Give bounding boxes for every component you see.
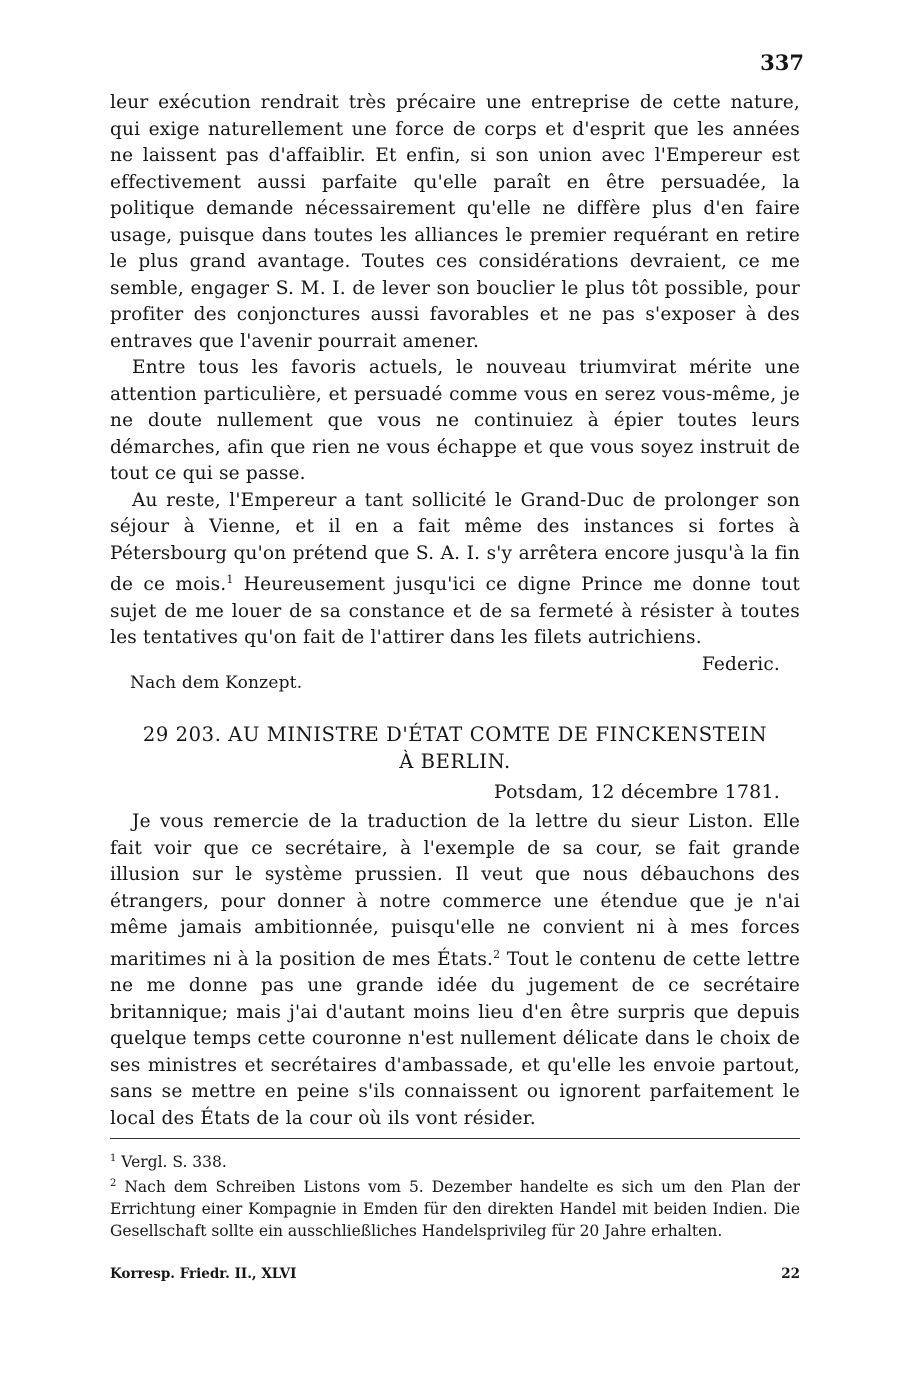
footnote-rule xyxy=(110,1138,800,1139)
footnote-mark-1: 1 xyxy=(110,1153,117,1164)
heading-line-2: À BERLIN. xyxy=(399,749,511,773)
signature: Federic. xyxy=(701,653,780,675)
main-text xyxy=(110,90,800,1132)
footnote-2 xyxy=(110,1173,800,1242)
paragraph-3 xyxy=(110,488,800,652)
footnote-ref-2: 2 xyxy=(493,947,501,961)
page-number: 337 xyxy=(760,50,804,75)
heading-line-1: 29 203. AU MINISTRE D'ÉTAT COMTE DE FINCKENSTEIN xyxy=(142,722,768,746)
paragraph-1: leur exécution rendrait très précaire une entreprise de cette nature, qui exige naturellement une force de corps et d'esprit que les années ne laissent pas d'affaiblir. Et enfin, si son union avec l'Empereur est effectivement aussi parfaite qu'elle paraît en être persuadée, la politique demande nécessairement qu'elle ne diffère plus d'en faire usage, puisque dans toutes les alliances le premier requérant en retire le plus grand avantage. Toutes ces considérations devraient, ce me semble, engager S. M. I. de lever son bouclier le plus tôt possible, pour profiter des conjonctures aussi favorables et ne pas s'exposer à des entraves que l'avenir pourrait amener. xyxy=(110,92,800,352)
footnote-text-2: Nach dem Schreiben Listons vom 5. Dezember handelte es sich um den Plan der Errichtung einer Kompagnie in Emden für den direkten Handel mit beiden Indien. Die Gesellschaft sollte ein ausschließliches Handelsprivileg für 20 Jahre erhalten. xyxy=(110,1178,800,1241)
letter-text-1: Je vous remercie de la traduction de la lettre du sieur Liston. Elle fait voir que ce secrétaire, à l'exemple de sa cour, se fait grande illusion sur le système prussien. Il veut que nous débauchons des étrangers, pour donner à notre commerce une étendue que je n'ai même jamais ambitionnée, puisqu'elle ne convient ni à mes forces maritimes ni à la position de mes États. xyxy=(110,811,800,970)
paragraph-3-text: Au reste, l'Empereur a tant sollicité le Grand-Duc de prolonger son séjour à Vienne, et il en a fait même des instances si fortes à Pétersbourg qu'on prétend que S. A. I. s'y arrêtera encore jusqu'à la fin de ce mois. xyxy=(110,489,800,596)
page-footer xyxy=(110,1266,800,1282)
place-date: Potsdam, 12 décembre 1781. xyxy=(493,780,780,803)
source-note: Nach dem Konzept. xyxy=(130,673,303,694)
footnote-1 xyxy=(110,1148,800,1173)
footnote-text-1: Vergl. S. 338. xyxy=(116,1153,227,1172)
footnotes xyxy=(110,1148,800,1242)
sheet-signature: 22 xyxy=(781,1266,800,1282)
paragraph-3-rest: Heureusement jusqu'ici ce digne Prince me donne tout sujet de me louer de sa constance et de sa fermeté à résister à toutes les tentatives qu'on fait de l'attirer dans les filets autrichiens. xyxy=(110,574,800,649)
paragraph-2: Entre tous les favoris actuels, le nouveau triumvirat mérite une attention particulière, et persuadé comme vous en serez vous-même, je ne doute nullement que vous ne continuiez à épier toutes leurs démarches, afin que rien ne vous échappe et que vous soyez instruit de tout ce qui se passe. xyxy=(110,357,800,484)
letter-paragraph xyxy=(110,809,800,1132)
footer-citation: Korresp. Friedr. II., XLVI xyxy=(110,1266,297,1282)
letter-heading xyxy=(110,721,800,775)
footnote-ref-1: 1 xyxy=(226,573,234,586)
footnote-mark-2: 2 xyxy=(110,1178,117,1190)
letter-text-2: Tout le contenu de cette lettre ne me donne pas une grande idée du jugement de ce secrétaire britannique; mais j'ai d'autant moins lieu d'en être surpris que depuis quelque temps cette couronne n'est nullement délicate dans le choix de ses ministres et secrétaires d'ambassade, et qu'elle les envoie partout, sans se mettre en peine s'ils connaissent ou ignorent parfaitement le local des États de la cour où ils vont résider. xyxy=(110,948,800,1129)
